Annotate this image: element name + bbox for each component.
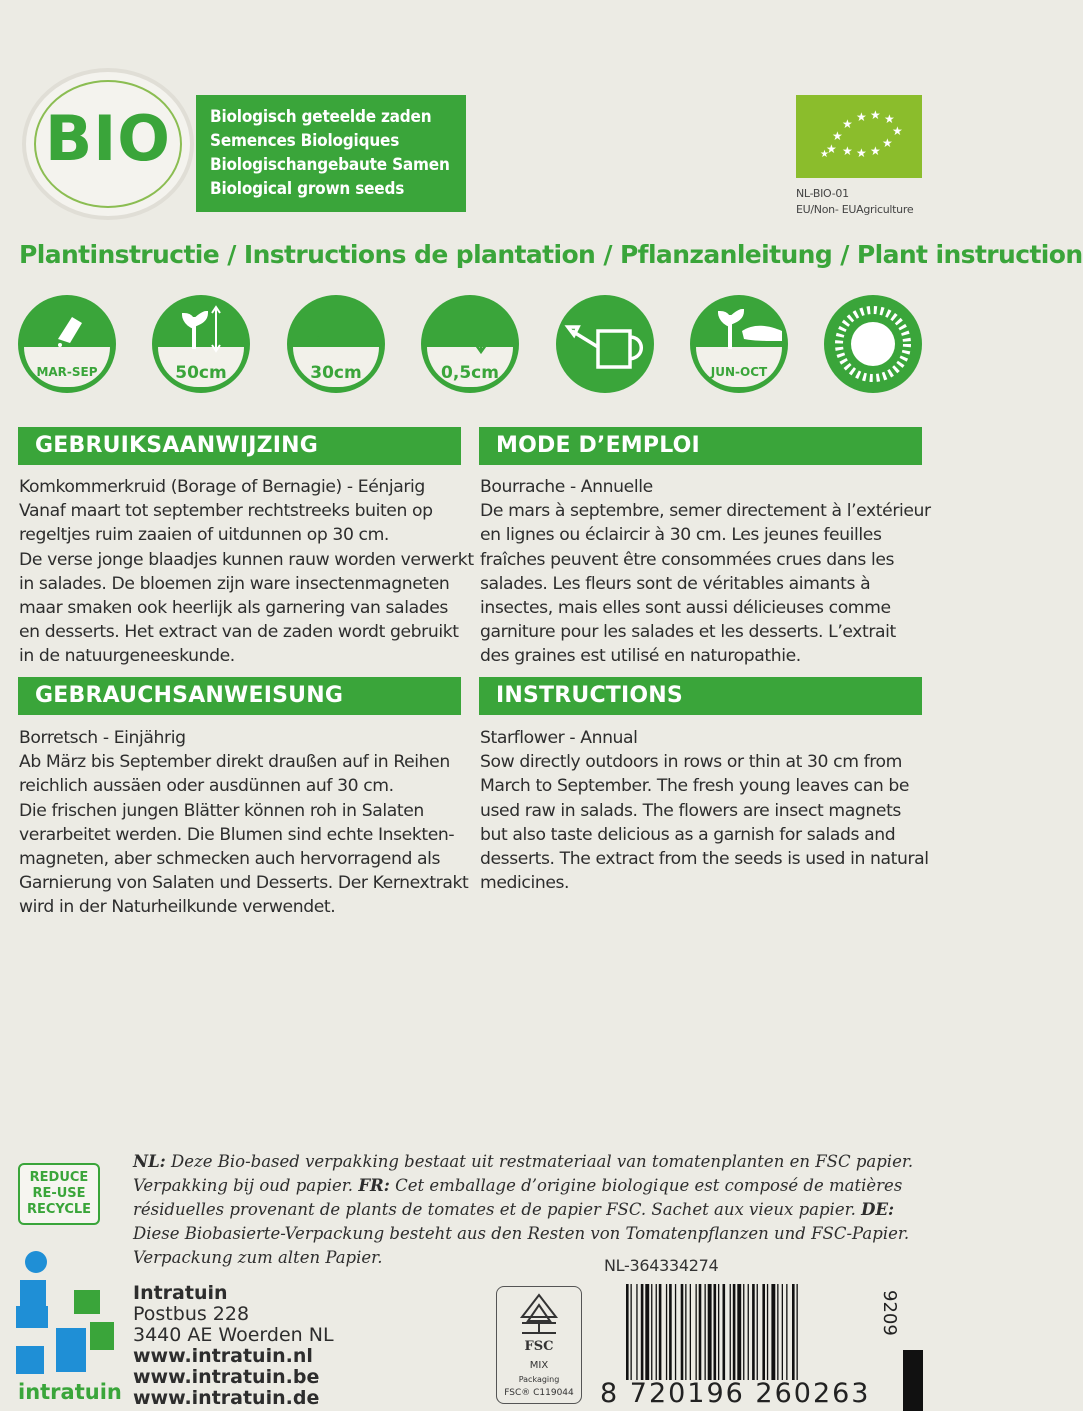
barcode-bar bbox=[786, 1284, 787, 1380]
barcode-bar bbox=[748, 1284, 749, 1380]
barcode-bar bbox=[681, 1284, 684, 1380]
packaging-nl-tag: NL: bbox=[133, 1152, 166, 1171]
barcode-bar bbox=[631, 1284, 632, 1380]
barcode-bar bbox=[659, 1284, 662, 1380]
section-text-de: Borretsch - Einjährig Ab März bis September direkt draußen auf in Reihen reichlich aussäen oder ausdünnen auf 30 cm. Die frischen jungen Blätter können roh in Salaten verarbeitet werden. Die Blumen sind echte Insekten- magneten, aber schmecken auch hervorragend als Garnierung von Salaten und Desserts. Der Kernextrakt wird in der Naturheilkunde verwendet. bbox=[19, 728, 469, 918]
svg-text:★: ★ bbox=[826, 142, 837, 156]
barcode-bar bbox=[636, 1284, 637, 1380]
side-number: 9209 bbox=[879, 1290, 900, 1336]
company-name: Intratuin bbox=[133, 1282, 228, 1304]
barcode-bar bbox=[685, 1284, 686, 1380]
barcode-bar bbox=[626, 1284, 629, 1380]
company-website-nl: www.intratuin.nl bbox=[133, 1345, 313, 1367]
depth-label: 0,5cm bbox=[441, 363, 499, 383]
recycle-line2: RE-USE bbox=[32, 1186, 86, 1201]
barcode-bar bbox=[737, 1284, 741, 1380]
section-text-nl: Komkommerkruid (Borage of Bernagie) - Eénjarig Vanaf maart tot september rechtstreeks buiten op regeltjes ruim zaaien of uitdunnen op 30 cm. De verse jonge blaadjes kunnen rauw worden verwerkt in salades. De bloemen zijn ware insectenmagneten maar smaken ook heerlijk als garnering van salades en desserts. Het extract van de zaden wordt gebruikt in de natuurgeneeskunde. bbox=[19, 477, 474, 667]
svg-text:★: ★ bbox=[832, 129, 843, 143]
depth-icon bbox=[421, 295, 519, 393]
company-address bbox=[133, 1283, 334, 1409]
plant-instruction-title: Plantinstructie / Instructions de plantation / Pflanzanleitung / Plant instruction bbox=[19, 240, 1083, 269]
watering-can-icon bbox=[556, 295, 654, 393]
harvest-label: JUN-OCT bbox=[710, 365, 768, 379]
section-title-de: GEBRAUCHSANWEISUNG bbox=[18, 677, 461, 715]
packaging-de-text: Diese Biobasierte-Verpackung besteht aus den Resten von Tomatenpflanzen und FSC-Papier. Verpackung zum alten Papier. bbox=[133, 1224, 910, 1267]
packaging-fr-tag: FR: bbox=[358, 1176, 390, 1195]
barcode-bar bbox=[730, 1284, 731, 1380]
nl-code: NL-364334274 bbox=[604, 1256, 719, 1275]
barcode-bar bbox=[708, 1284, 712, 1380]
company-address-line3: 3440 AE Woerden NL bbox=[133, 1324, 334, 1346]
svg-text:★: ★ bbox=[820, 149, 829, 160]
svg-text:★: ★ bbox=[856, 110, 867, 124]
fsc-packaging: Packaging bbox=[518, 1375, 560, 1384]
harvest-icon bbox=[690, 295, 788, 393]
bio-logo-text: BIO bbox=[44, 102, 172, 175]
barcode-bar bbox=[699, 1284, 702, 1380]
height-label: 50cm bbox=[175, 363, 227, 383]
section-text-fr: Bourrache - Annuelle De mars à septembre, semer directement à l’extérieur en lignes ou éclaircir à 30 cm. Les jeunes feuilles fraîches peuvent être consommées crues dans les salades. Les fleurs sont de véritables aimants à insectes, mais elles sont aussi délicieuses comme garniture pour les salades et les desserts. L’extrait des graines est utilisé en naturopathie. bbox=[480, 477, 931, 667]
barcode-bar bbox=[771, 1284, 775, 1380]
spacing-label: 30cm bbox=[310, 363, 362, 383]
svg-text:★: ★ bbox=[870, 108, 881, 122]
barcode-bar bbox=[651, 1284, 652, 1380]
height-icon bbox=[152, 295, 250, 393]
packaging-note bbox=[133, 1150, 928, 1270]
barcode-bar bbox=[669, 1284, 672, 1380]
fsc-mix: MIX bbox=[529, 1360, 549, 1371]
svg-text:★: ★ bbox=[842, 117, 853, 131]
barcode bbox=[626, 1284, 876, 1382]
barcode-bar bbox=[690, 1284, 691, 1380]
barcode-number: 8 720196 260263 bbox=[600, 1378, 871, 1409]
svg-text:★: ★ bbox=[884, 112, 895, 126]
eu-code-line1: NL-BIO-01 bbox=[796, 187, 849, 200]
side-black-bar bbox=[903, 1350, 923, 1411]
sowing-label: MAR-SEP bbox=[36, 365, 98, 379]
barcode-bar bbox=[792, 1284, 795, 1380]
barcode-bar bbox=[641, 1284, 644, 1380]
barcode-bar bbox=[762, 1284, 765, 1380]
svg-text:★: ★ bbox=[870, 144, 881, 158]
barcode-bar bbox=[767, 1284, 768, 1380]
section-title-fr: MODE D’EMPLOI bbox=[479, 427, 922, 465]
fsc-tree-icon bbox=[514, 1293, 564, 1339]
packaging-nl-text: Deze Bio-based verpakking bestaat uit restmateriaal van tomatenplanten en FSC papier. Verpakking bij oud papier. bbox=[133, 1152, 914, 1195]
bio-line-nl: Biologisch geteelde zaden bbox=[210, 107, 432, 127]
barcode-bar bbox=[666, 1284, 667, 1380]
packaging-fr-text: Cet emballage d’origine biologique est composé de matières résiduelles provenant de plants de tomates et de papier FSC. Sachet aux vieux papier. bbox=[133, 1176, 903, 1219]
sun-icon bbox=[824, 295, 922, 393]
svg-text:★: ★ bbox=[856, 146, 867, 160]
barcode-bar bbox=[777, 1284, 778, 1380]
svg-text:★: ★ bbox=[842, 144, 853, 158]
fsc-logo bbox=[496, 1286, 582, 1404]
barcode-bar bbox=[797, 1284, 798, 1380]
intratuin-wordmark: intratuin bbox=[18, 1380, 122, 1404]
company-website-be: www.intratuin.be bbox=[133, 1366, 320, 1388]
recycle-line3: RECYCLE bbox=[26, 1202, 92, 1217]
bio-description-box bbox=[196, 95, 466, 212]
eu-organic-logo-icon bbox=[796, 95, 922, 178]
company-website-de: www.intratuin.de bbox=[133, 1387, 320, 1409]
barcode-bar bbox=[752, 1284, 755, 1380]
bio-line-de: Biologischangebaute Samen bbox=[210, 155, 450, 175]
barcode-bar bbox=[705, 1284, 706, 1380]
recycle-stamp bbox=[18, 1163, 100, 1225]
spacing-icon bbox=[287, 295, 385, 393]
section-title-nl: GEBRUIKSAANWIJZING bbox=[18, 427, 461, 465]
barcode-bar bbox=[743, 1284, 744, 1380]
barcode-bar bbox=[733, 1284, 736, 1380]
eu-control-code bbox=[796, 186, 913, 218]
barcode-bar bbox=[714, 1284, 717, 1380]
fsc-label: FSC bbox=[524, 1339, 554, 1354]
section-text-en: Starflower - Annual Sow directly outdoors in rows or thin at 30 cm from March to September. The fresh young leaves can be used raw in salads. The flowers are insect magnets but also taste delicious as a garnish for salads and desserts. The extract from the seeds is used in natural medicines. bbox=[480, 728, 929, 894]
recycle-line1: REDUCE bbox=[29, 1170, 89, 1185]
barcode-bar bbox=[718, 1284, 719, 1380]
barcode-bar bbox=[723, 1284, 726, 1380]
fsc-code: FSC® C119044 bbox=[504, 1388, 574, 1398]
eu-code-line2: EU/Non- EUAgriculture bbox=[796, 203, 914, 216]
sowing-icon bbox=[18, 295, 116, 393]
barcode-bar bbox=[782, 1284, 783, 1380]
bio-line-en: Biological grown seeds bbox=[210, 179, 405, 199]
barcode-bar bbox=[656, 1284, 657, 1380]
intratuin-logo-icon bbox=[16, 1250, 116, 1378]
svg-text:★: ★ bbox=[882, 136, 893, 150]
bio-line-fr: Semences Biologiques bbox=[210, 131, 400, 151]
svg-text:★: ★ bbox=[892, 124, 903, 138]
barcode-bar bbox=[675, 1284, 676, 1380]
barcode-bar bbox=[757, 1284, 758, 1380]
company-address-line2: Postbus 228 bbox=[133, 1303, 250, 1325]
section-title-en: INSTRUCTIONS bbox=[479, 677, 922, 715]
barcode-bar bbox=[645, 1284, 649, 1380]
barcode-bar bbox=[696, 1284, 697, 1380]
packaging-de-tag: DE: bbox=[861, 1200, 895, 1219]
